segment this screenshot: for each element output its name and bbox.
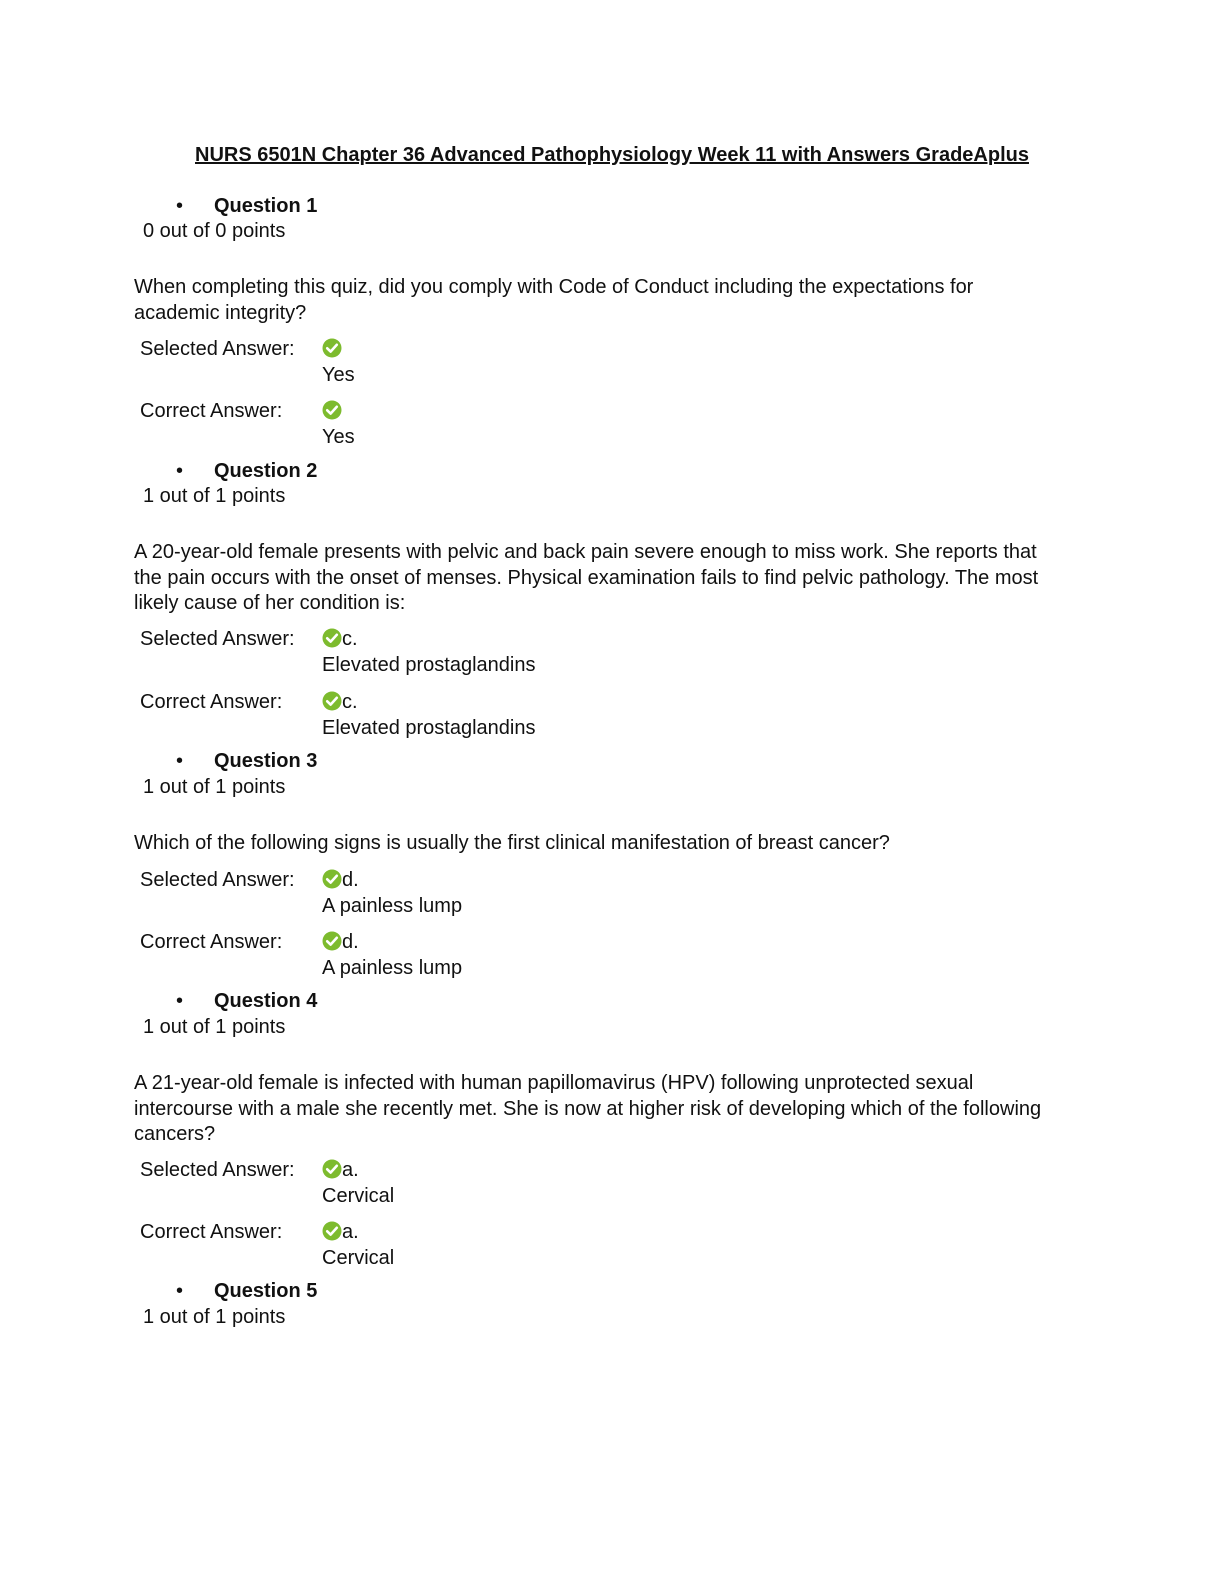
question-1-selected-answer xyxy=(322,336,355,388)
answer-text: Cervical xyxy=(322,1247,395,1269)
selected-answer-label: Selected Answer: xyxy=(140,1159,295,1181)
answer-text: A painless lump xyxy=(322,895,463,917)
answer-text: Cervical xyxy=(322,1185,395,1207)
selected-answer-label: Selected Answer: xyxy=(140,338,295,360)
bullet-icon: • xyxy=(176,990,184,1012)
bullet-icon: • xyxy=(176,1280,184,1302)
answer-letter: a. xyxy=(342,1159,359,1181)
check-icon xyxy=(322,931,342,951)
question-5-title: Question 5 xyxy=(214,1280,318,1302)
question-4-text: A 21-year-old female is infected with human papillomavirus (HPV) following unprotected sexual intercourse with a male she recently met. She is now at higher risk of developing which of the following cancers? xyxy=(134,1072,1042,1145)
check-icon xyxy=(322,1221,342,1241)
answer-letter: c. xyxy=(342,628,358,650)
answer-letter: c. xyxy=(342,691,358,713)
question-2-selected-answer xyxy=(322,626,535,678)
question-1-text: When completing this quiz, did you comply with Code of Conduct including the expectations for academic integrity? xyxy=(134,276,974,324)
question-1-points: 0 out of 0 points xyxy=(143,220,286,242)
selected-answer-label: Selected Answer: xyxy=(140,628,295,650)
correct-answer-label: Correct Answer: xyxy=(140,691,283,713)
question-5-heading xyxy=(176,1278,317,1304)
question-1-correct-answer xyxy=(322,398,355,450)
question-5-points: 1 out of 1 points xyxy=(143,1306,286,1328)
question-2-correct-answer xyxy=(322,689,535,741)
question-3-heading xyxy=(176,748,317,774)
question-3-points: 1 out of 1 points xyxy=(143,776,286,798)
question-4-selected-answer xyxy=(322,1157,394,1209)
check-icon xyxy=(322,1159,342,1179)
question-3-selected-answer xyxy=(322,867,462,919)
question-2-title: Question 2 xyxy=(214,460,318,482)
question-4-points: 1 out of 1 points xyxy=(143,1016,286,1038)
check-icon xyxy=(322,338,342,358)
question-2-text: A 20-year-old female presents with pelvic and back pain severe enough to miss work. She reports that the pain occurs with the onset of menses. Physical examination fails to find pelvic pathology. The most likely cause of her condition is: xyxy=(134,541,1039,614)
selected-answer-label: Selected Answer: xyxy=(140,869,295,891)
question-4-heading xyxy=(176,988,317,1014)
document-title: NURS 6501N Chapter 36 Advanced Pathophysiology Week 11 with Answers GradeAplus xyxy=(195,144,1029,166)
question-2-heading xyxy=(176,458,317,484)
question-3-title: Question 3 xyxy=(214,750,318,772)
answer-letter: a. xyxy=(342,1221,359,1243)
answer-text: Elevated prostaglandins xyxy=(322,717,536,739)
question-2-points: 1 out of 1 points xyxy=(143,485,286,507)
bullet-icon: • xyxy=(176,460,184,482)
answer-letter: d. xyxy=(342,931,359,953)
question-1-title: Question 1 xyxy=(214,195,318,217)
check-icon xyxy=(322,869,342,889)
correct-answer-label: Correct Answer: xyxy=(140,1221,283,1243)
check-icon xyxy=(322,691,342,711)
question-4-title: Question 4 xyxy=(214,990,318,1012)
check-icon xyxy=(322,628,342,648)
answer-text: Elevated prostaglandins xyxy=(322,654,536,676)
correct-answer-label: Correct Answer: xyxy=(140,931,283,953)
question-4-correct-answer xyxy=(322,1219,394,1271)
bullet-icon: • xyxy=(176,750,184,772)
question-3-text: Which of the following signs is usually the first clinical manifestation of breast cancer? xyxy=(134,832,890,854)
correct-answer-label: Correct Answer: xyxy=(140,400,283,422)
answer-letter: d. xyxy=(342,869,359,891)
answer-text: Yes xyxy=(322,364,355,386)
check-icon xyxy=(322,400,342,420)
answer-text: Yes xyxy=(322,426,355,448)
bullet-icon: • xyxy=(176,195,184,217)
answer-text: A painless lump xyxy=(322,957,463,979)
question-3-correct-answer xyxy=(322,929,462,981)
question-1-heading xyxy=(176,193,317,219)
